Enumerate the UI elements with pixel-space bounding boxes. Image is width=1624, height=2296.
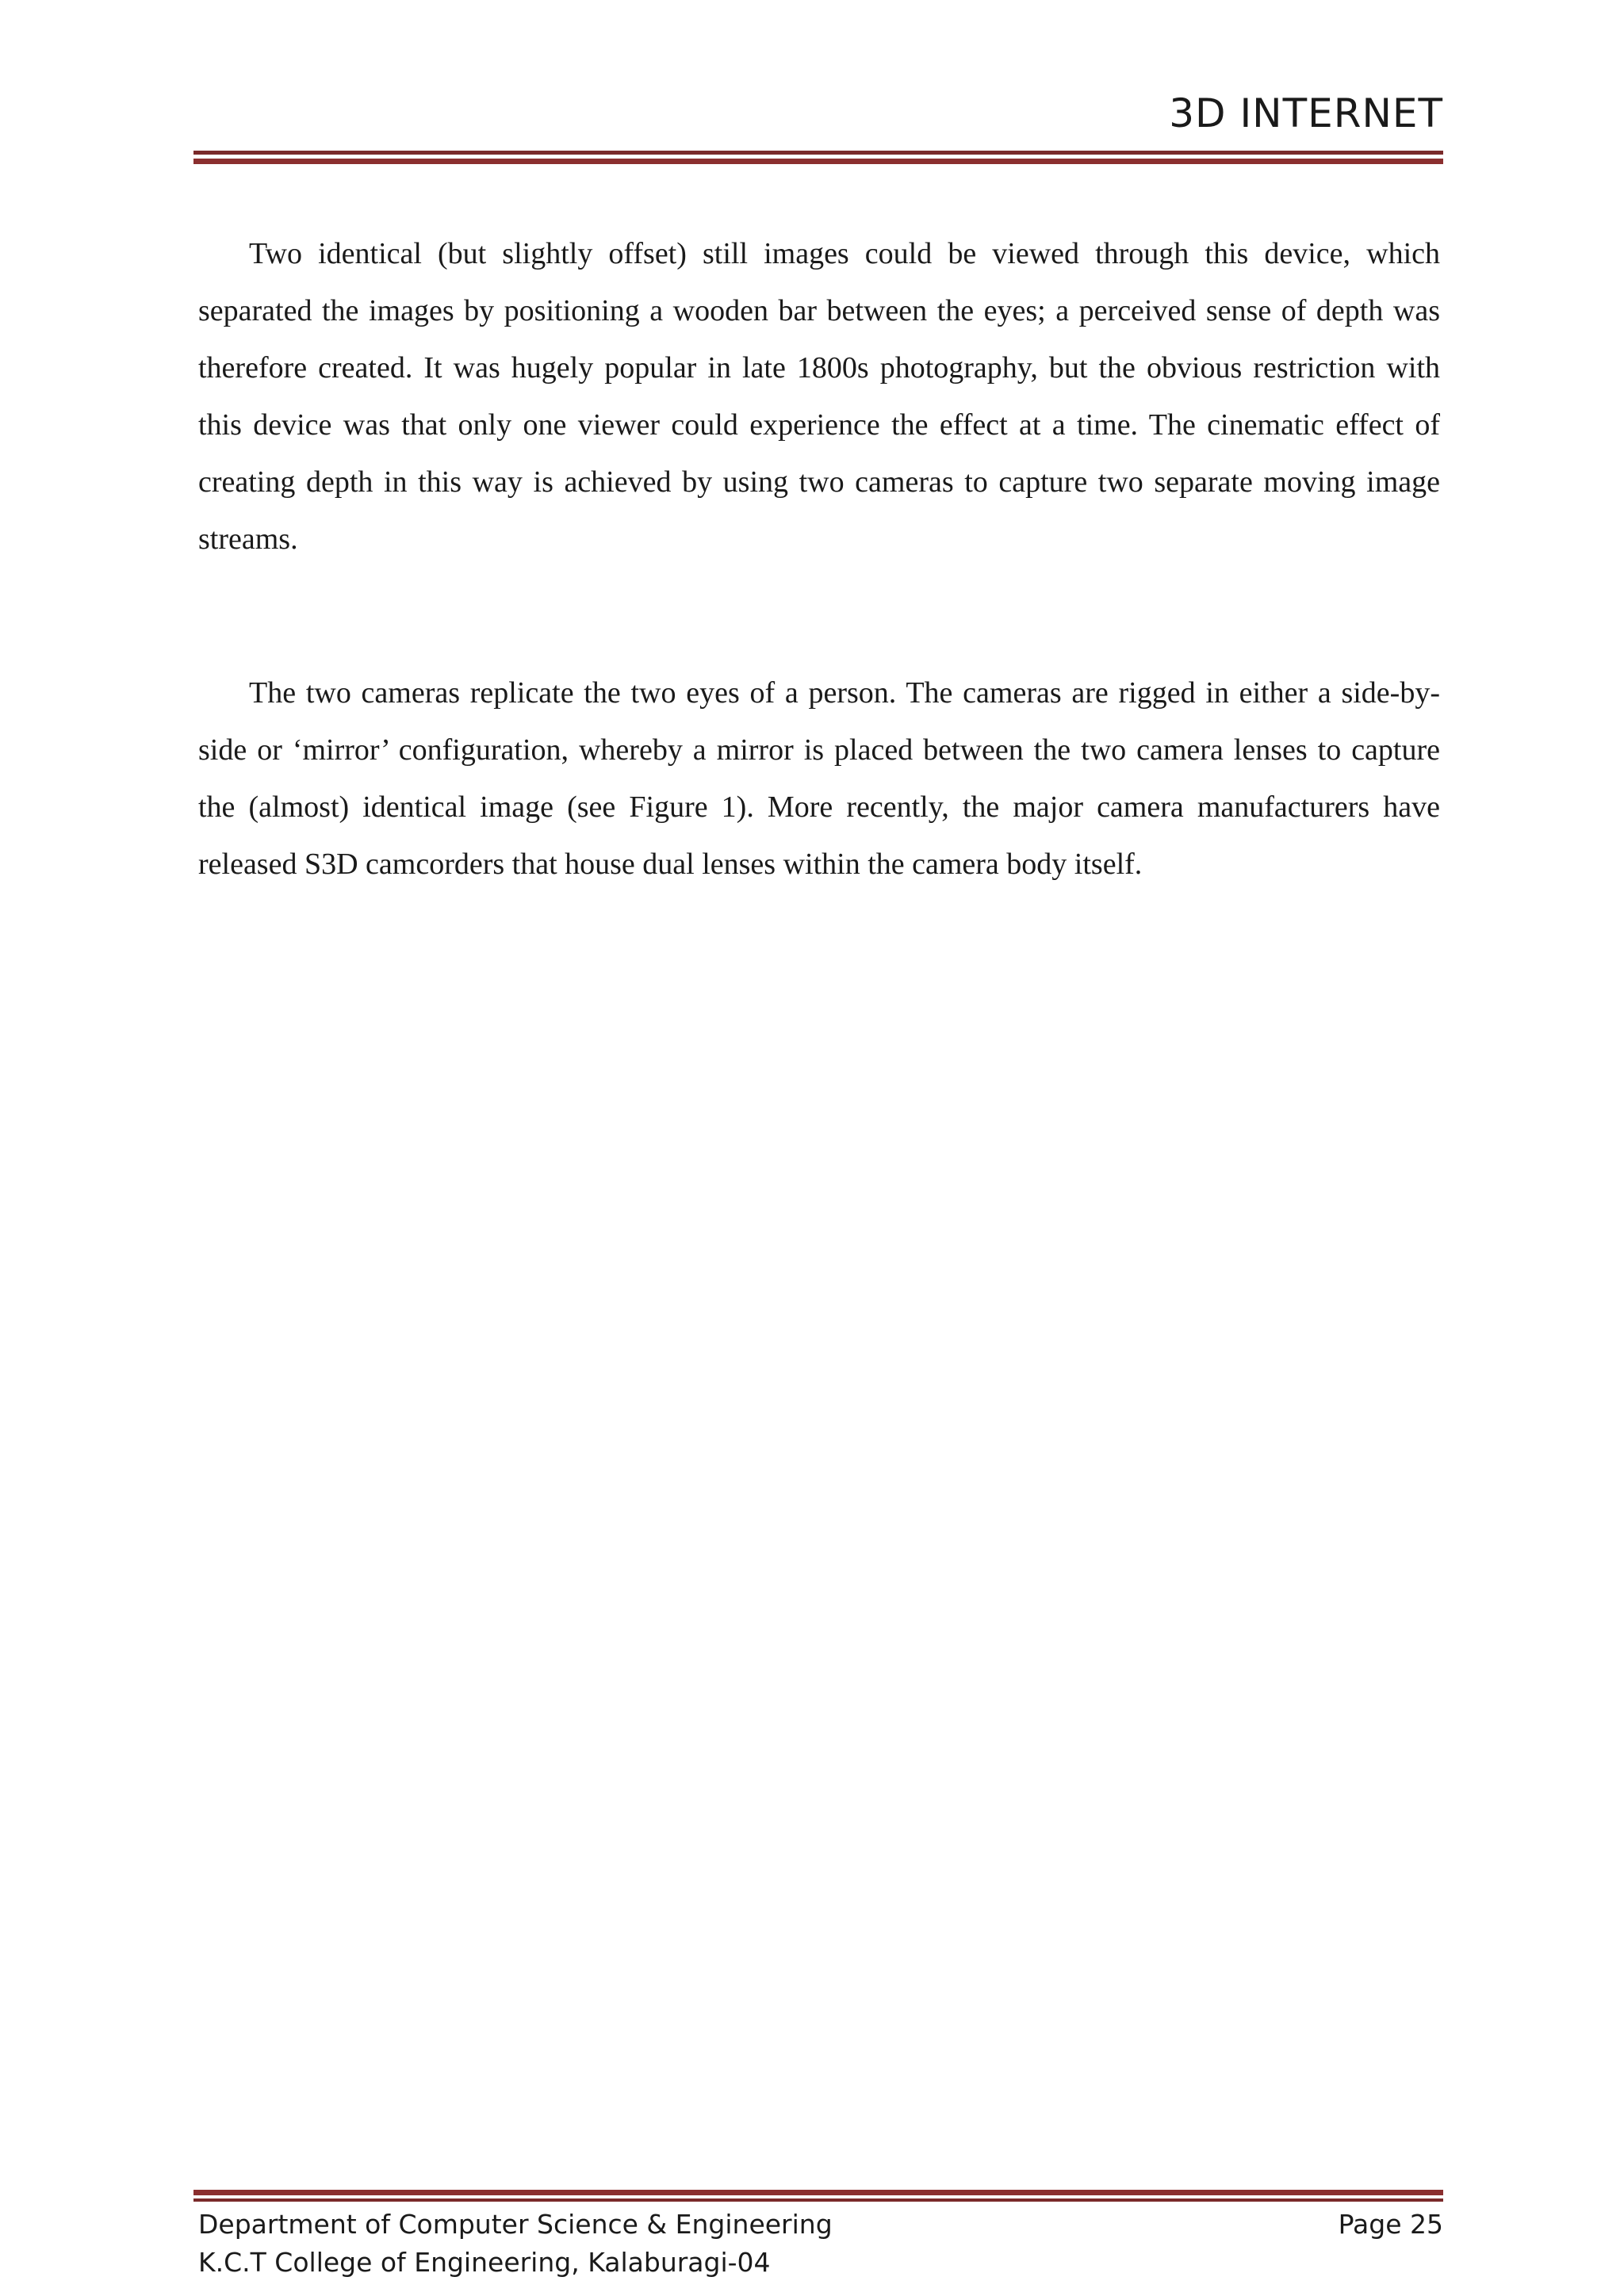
body-paragraph-2: The two cameras replicate the two eyes of a person. The cameras are rigged in either a side-by-side or ‘mirror’ configuration, whereby a mirror is placed between the two camera lenses to capture the (almost) identical image (see Figure 1). More recently, the major camera manufacturers have released S3D camcorders that house dual lenses within the camera body itself. bbox=[198, 676, 1440, 881]
footer-department: Department of Computer Science & Engineering bbox=[198, 2209, 833, 2240]
footer-rule-thick bbox=[193, 2190, 1443, 2195]
footer-college: K.C.T College of Engineering, Kalaburagi-04 bbox=[198, 2247, 771, 2278]
header-rule-thick bbox=[193, 159, 1443, 164]
body-paragraph-1: Two identical (but slightly offset) still images could be viewed through this device, which separated the images by positioning a wooden bar between the eyes; a perceived sense of depth was therefore created. It was hugely popular in late 1800s photography, but the obvious restriction with this device was that only one viewer could experience the effect at a time. The cinematic effect of creating depth in this way is achieved by using two cameras to capture two separate moving image streams. bbox=[198, 237, 1440, 556]
footer-page-number: Page 25 bbox=[1338, 2209, 1443, 2240]
header-title: 3D INTERNET bbox=[1169, 90, 1443, 136]
footer-rule-thin bbox=[193, 2198, 1443, 2202]
header-rule-thin bbox=[193, 151, 1443, 155]
